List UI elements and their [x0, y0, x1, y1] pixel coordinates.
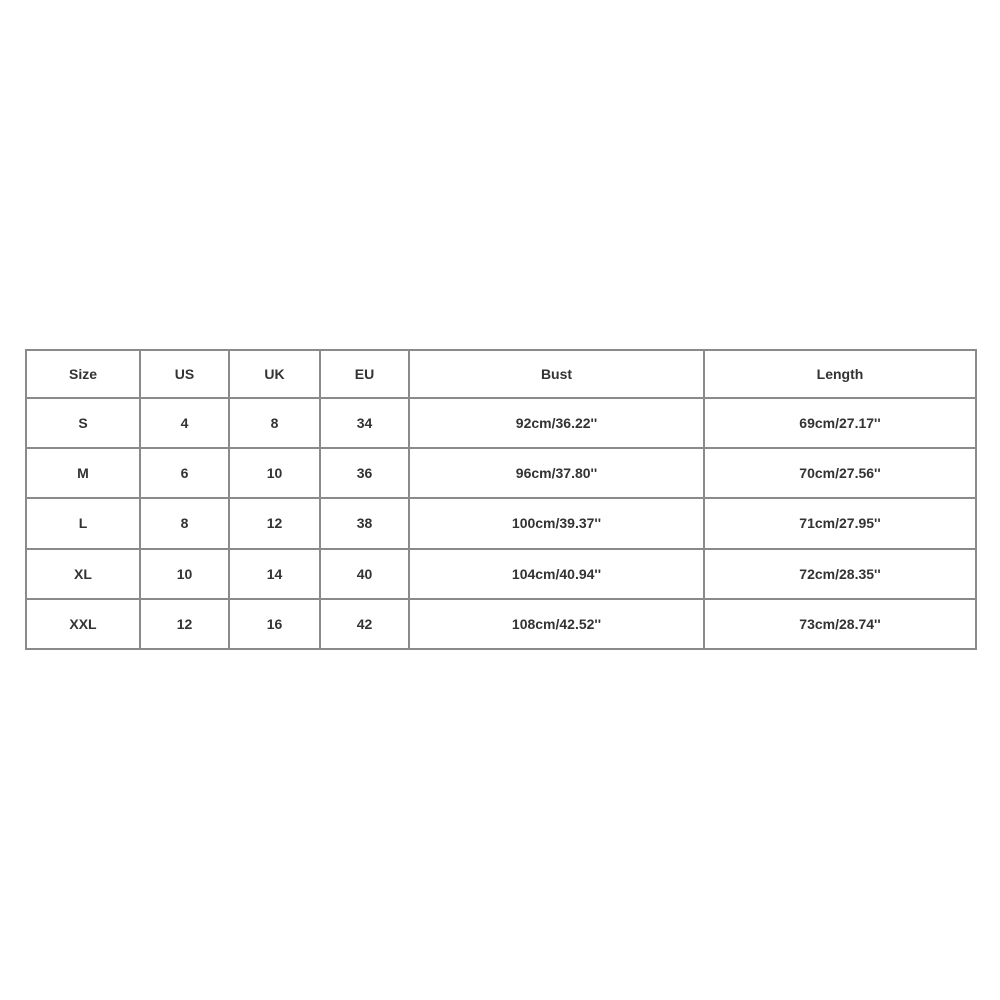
cell-us: 8 [140, 498, 229, 548]
cell-size: XXL [26, 599, 140, 649]
cell-size: XL [26, 549, 140, 599]
cell-uk: 8 [229, 398, 320, 448]
cell-uk: 14 [229, 549, 320, 599]
cell-length: 69cm/27.17'' [704, 398, 976, 448]
cell-us: 10 [140, 549, 229, 599]
header-eu: EU [320, 350, 409, 398]
cell-size: S [26, 398, 140, 448]
header-size: Size [26, 350, 140, 398]
cell-bust: 92cm/36.22'' [409, 398, 704, 448]
header-length: Length [704, 350, 976, 398]
table-row [26, 398, 976, 448]
cell-eu: 42 [320, 599, 409, 649]
size-chart-table [25, 349, 977, 650]
cell-length: 73cm/28.74'' [704, 599, 976, 649]
cell-eu: 40 [320, 549, 409, 599]
header-uk: UK [229, 350, 320, 398]
cell-uk: 16 [229, 599, 320, 649]
cell-us: 6 [140, 448, 229, 498]
cell-length: 71cm/27.95'' [704, 498, 976, 548]
cell-bust: 108cm/42.52'' [409, 599, 704, 649]
cell-eu: 38 [320, 498, 409, 548]
table-row [26, 549, 976, 599]
cell-uk: 10 [229, 448, 320, 498]
cell-us: 12 [140, 599, 229, 649]
cell-size: L [26, 498, 140, 548]
cell-bust: 100cm/39.37'' [409, 498, 704, 548]
cell-us: 4 [140, 398, 229, 448]
header-us: US [140, 350, 229, 398]
table-row [26, 498, 976, 548]
cell-bust: 96cm/37.80'' [409, 448, 704, 498]
cell-uk: 12 [229, 498, 320, 548]
table-row [26, 599, 976, 649]
header-bust: Bust [409, 350, 704, 398]
cell-eu: 36 [320, 448, 409, 498]
table-header-row [26, 350, 976, 398]
cell-eu: 34 [320, 398, 409, 448]
cell-bust: 104cm/40.94'' [409, 549, 704, 599]
table-row [26, 448, 976, 498]
cell-length: 72cm/28.35'' [704, 549, 976, 599]
cell-length: 70cm/27.56'' [704, 448, 976, 498]
cell-size: M [26, 448, 140, 498]
